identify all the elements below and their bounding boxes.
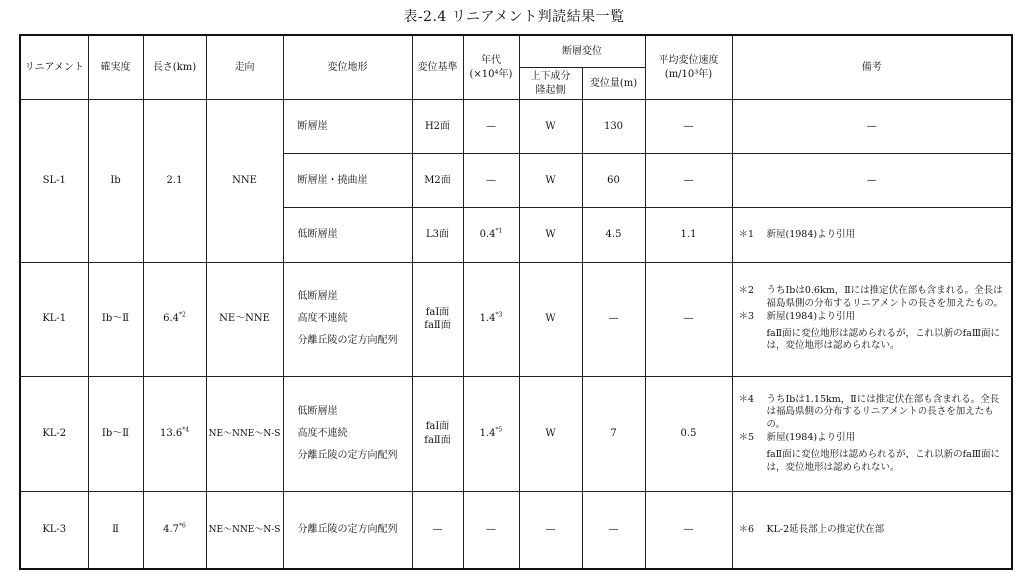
cell-landform: 分離丘陵の定方向配列 <box>283 492 412 569</box>
table-row <box>20 100 1012 154</box>
cell-rate: — <box>645 154 732 208</box>
age-value: 1.4 <box>479 428 496 440</box>
table-title: 表-2.4 リニアメント判読結果一覧 <box>403 9 625 25</box>
cell-length <box>143 376 206 492</box>
cell-age <box>463 262 519 376</box>
note-mark: ＊1 <box>738 228 755 240</box>
note-text: うちⅠbは0.6km，Ⅱには推定伏在部も含まれる。全長は福島県側の分布するリニアメントの長さを加えたもの。 <box>766 285 1003 309</box>
header-length: 長さ(km) <box>143 35 206 100</box>
cell-certainty: Ⅰb～Ⅱ <box>88 262 143 376</box>
header-rate-unit: (m/10³年) <box>664 68 713 80</box>
footnote-ref: *4 <box>182 426 190 434</box>
header-age-unit: (×10⁴年) <box>469 68 513 80</box>
remark-note <box>739 524 1006 537</box>
cell-certainty: Ⅰb <box>88 100 143 262</box>
header-amount: 変位量(m) <box>582 67 645 99</box>
header-age-label: 年代 <box>481 55 501 67</box>
table-row <box>20 376 1012 492</box>
header-lineament: リニアメント <box>20 35 88 100</box>
header-displacement: 断層変位 <box>519 35 645 67</box>
age-value: 1.4 <box>479 313 496 325</box>
cell-certainty: Ⅱ <box>88 492 143 569</box>
landform-item: 低断層崖 <box>297 291 338 303</box>
cell-datum: — <box>412 492 463 569</box>
landform-item: 高度不連続 <box>297 427 348 439</box>
note-mark: ＊6 <box>738 523 755 535</box>
header-strike: 走向 <box>206 35 283 100</box>
length-value: 13.6 <box>159 428 183 440</box>
cell-remark: — <box>732 154 1012 208</box>
landform-item: 高度不連続 <box>297 313 348 325</box>
cell-datum <box>412 262 463 376</box>
cell-amount: 60 <box>582 154 645 208</box>
cell-rate: 0.5 <box>645 376 732 492</box>
cell-landform <box>283 376 412 492</box>
cell-uplift: W <box>519 208 582 263</box>
cell-remark: — <box>732 100 1012 154</box>
lineament-table <box>19 34 1013 570</box>
note-text: faⅡ面に変位地形は認められるが，これ以新のfaⅢ面には，変位地形は認められない。 <box>766 448 1000 473</box>
datum-item: faⅠ面 <box>425 306 450 318</box>
cell-age <box>463 376 519 492</box>
note-text: KL-2延長部上の推定伏在部 <box>766 523 885 535</box>
header-vertical-label: 上下成分 <box>530 71 571 83</box>
note-mark: ＊2 <box>738 285 755 297</box>
landform-item: 低断層崖 <box>297 405 338 417</box>
cell-rate: — <box>645 262 732 376</box>
cell-rate: — <box>645 100 732 154</box>
note-mark: ＊3 <box>738 310 755 322</box>
remark-note <box>739 432 1006 445</box>
footnote-ref: *2 <box>179 312 186 320</box>
cell-datum: M2面 <box>412 154 463 208</box>
header-rate <box>645 35 732 100</box>
cell-certainty: Ⅰb～Ⅱ <box>88 376 143 492</box>
header-landform: 変位地形 <box>283 35 412 100</box>
cell-length <box>143 492 206 569</box>
cell-lineament: KL-2 <box>20 376 88 492</box>
cell-uplift: — <box>519 492 582 569</box>
cell-landform: 断層崖・撓曲崖 <box>283 154 412 208</box>
cell-age: — <box>463 154 519 208</box>
cell-amount: 7 <box>582 376 645 492</box>
cell-datum <box>412 376 463 492</box>
cell-remark <box>732 492 1012 569</box>
cell-landform: 断層崖 <box>283 100 412 154</box>
cell-datum: H2面 <box>412 100 463 154</box>
note-text: faⅡ面に変位地形は認められるが，これ以新のfaⅢ面には，変位地形は認められない。 <box>766 327 1000 352</box>
cell-amount: 130 <box>582 100 645 154</box>
landform-item: 分離丘陵の定方向配列 <box>297 449 398 461</box>
header-datum: 変位基準 <box>412 35 463 100</box>
note-mark: ＊5 <box>738 431 755 443</box>
cell-amount: — <box>582 262 645 376</box>
datum-item: faⅡ面 <box>424 320 451 332</box>
header-rate-label: 平均変位速度 <box>658 55 719 67</box>
table-row <box>20 262 1012 376</box>
note-text: 新屋(1984)より引用 <box>766 310 856 322</box>
cell-uplift: W <box>519 376 582 492</box>
note-mark: ＊4 <box>738 393 755 405</box>
cell-uplift: W <box>519 262 582 376</box>
header-certainty: 確実度 <box>88 35 143 100</box>
cell-strike: NE～NNE～N-S <box>206 376 283 492</box>
length-value: 6.4 <box>163 313 180 325</box>
cell-age: — <box>463 492 519 569</box>
cell-amount: 4.5 <box>582 208 645 263</box>
note-text: 新屋(1984)より引用 <box>766 228 856 240</box>
cell-remark <box>732 262 1012 376</box>
remark-note <box>739 229 1006 242</box>
datum-item: faⅡ面 <box>424 434 451 446</box>
footnote-ref: *5 <box>495 426 503 434</box>
length-value: 4.7 <box>163 524 180 536</box>
remark-note <box>739 285 1006 311</box>
cell-strike: NNE <box>206 100 283 262</box>
footnote-ref: *6 <box>179 523 186 531</box>
cell-strike: NE～NNE～N-S <box>206 492 283 569</box>
cell-rate: 1.1 <box>645 208 732 263</box>
note-text: うちⅠbは1.15km，Ⅱには推定伏在部も含まれる。全長は福島県側の分布するリニアメントの長さを加えたもの。 <box>766 393 1000 431</box>
cell-lineament: KL-3 <box>20 492 88 569</box>
cell-age: — <box>463 100 519 154</box>
cell-remark <box>732 376 1012 492</box>
header-age <box>463 35 519 100</box>
footnote-ref: *3 <box>495 312 503 320</box>
cell-length <box>143 262 206 376</box>
landform-item: 分離丘陵の定方向配列 <box>297 335 398 347</box>
age-value: 0.4 <box>479 229 496 241</box>
remark-note <box>739 394 1006 432</box>
table-row <box>20 492 1012 569</box>
cell-lineament: SL-1 <box>20 100 88 262</box>
header-remarks: 備考 <box>732 35 1012 100</box>
cell-remark <box>732 208 1012 263</box>
cell-strike: NE～NNE <box>206 262 283 376</box>
cell-amount: — <box>582 492 645 569</box>
datum-item: faⅠ面 <box>425 421 450 433</box>
cell-lineament: KL-1 <box>20 262 88 376</box>
cell-datum: L3面 <box>412 208 463 263</box>
cell-uplift: W <box>519 154 582 208</box>
cell-landform <box>283 262 412 376</box>
header-vertical <box>519 67 582 99</box>
header-uplift-label: 隆起側 <box>535 84 566 96</box>
cell-landform: 低断層崖 <box>283 208 412 263</box>
cell-uplift: W <box>519 100 582 154</box>
note-text: 新屋(1984)より引用 <box>766 431 856 443</box>
remark-note <box>739 311 1006 324</box>
footnote-ref: *1 <box>495 227 503 235</box>
cell-length: 2.1 <box>143 100 206 262</box>
cell-rate: — <box>645 492 732 569</box>
cell-age <box>463 208 519 263</box>
